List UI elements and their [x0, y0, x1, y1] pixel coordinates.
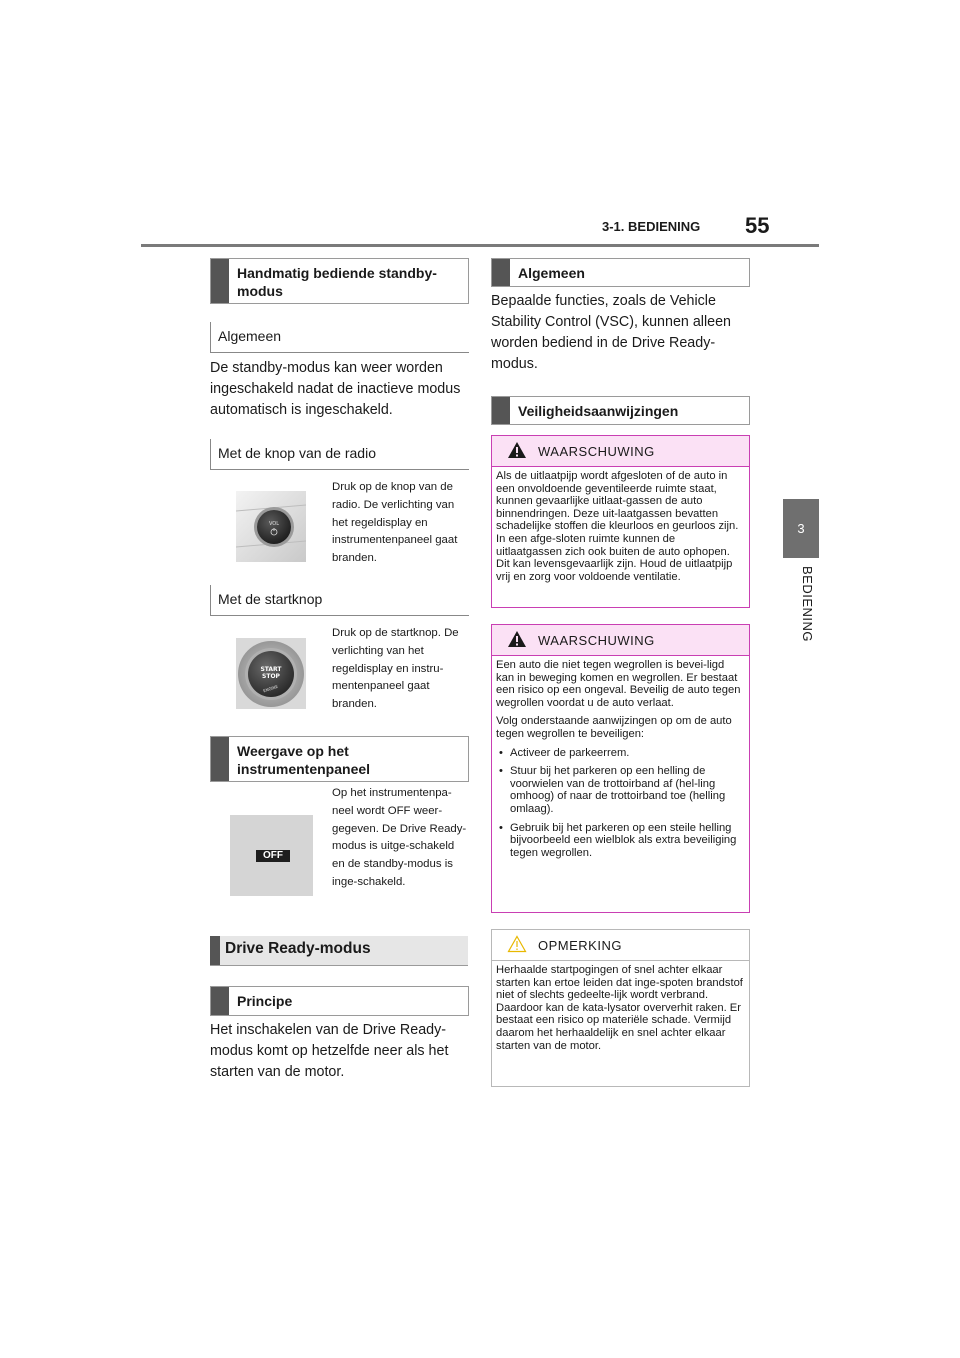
heading-veiligheid	[491, 396, 750, 425]
start-button-image	[236, 638, 306, 709]
off-caption: Op het instrumentenpa-neel wordt OFF weer-gegeven. De Drive Ready-modus is uitge-schakeld en de standby-modus is inge-schakeld.	[332, 787, 467, 888]
subheading-startknop	[210, 585, 469, 616]
heading-standby-mode	[210, 258, 469, 304]
warning-paragraph: Volg onderstaande aanwijzingen op om de auto tegen wegrollen te beveiligen:	[496, 715, 732, 740]
list-item: • Stuur bij het parkeren op een helling de voorwielen van de trottoirband af (hel-ling omhoog) of naar de trottoirband toe (helling omlaag).	[499, 765, 726, 815]
subheading-algemeen	[210, 322, 469, 353]
warning-title: WAARSCHUWING	[538, 444, 655, 459]
warning-paragraph: Een auto die niet tegen wegrollen is bevei-ligd kan in beweging komen en wegrollen. Er bestaat een risico op een ongeval. Beveilig de auto tegen wegrollen voordat u de auto verlaat.	[496, 659, 741, 709]
subheading-radio	[210, 439, 469, 470]
note-box	[491, 929, 750, 1087]
warning-title: WAARSCHUWING	[538, 633, 655, 648]
heading-drive-ready	[210, 936, 468, 966]
list-item: • Activeer de parkeerrem.	[499, 746, 630, 759]
warning-box-rolling	[491, 624, 750, 913]
start-label: START	[260, 666, 282, 673]
paragraph-standby: De standby-modus kan weer worden ingeschakeld nadat de inactieve modus automatisch is ingeschakeld.	[210, 360, 461, 418]
warning-box-exhaust	[491, 435, 750, 608]
start-caption: Druk op de startknop. De verlichting van het regeldisplay en instru-mentenpaneel gaat branden.	[332, 627, 459, 711]
heading-principe	[210, 986, 469, 1016]
heading-text: Algemeen	[518, 265, 585, 281]
radio-knob-image	[236, 491, 306, 562]
instrument-display-image	[230, 815, 313, 896]
heading-algemeen	[491, 258, 750, 287]
paragraph-algemeen: Bepaalde functies, zoals de Vehicle Stability Control (VSC), kunnen alleen worden bediend in de Drive Ready-modus.	[491, 293, 731, 372]
paragraph-principe: Het inschakelen van de Drive Ready-modus komt op hetzelfde neer als het starten van de motor.	[210, 1022, 449, 1080]
heading-text: Weergave op het instrumentenpaneel	[237, 743, 371, 777]
subheading-text: Met de knop van de radio	[218, 445, 376, 461]
subheading-text: Algemeen	[218, 328, 282, 344]
heading-weergave	[210, 736, 469, 782]
page-number: 55	[745, 213, 770, 238]
heading-text: Principe	[237, 993, 293, 1009]
warning-triangle-icon	[507, 630, 527, 648]
note-triangle-icon	[507, 935, 527, 953]
list-item-text: Stuur bij het parkeren op een helling de voorwielen van de trottoirband af (hel-ling omhoog) of naar de trottoirband toe (helling omlaag).	[510, 765, 726, 815]
chapter-tab: 3	[783, 499, 819, 558]
chapter-label: BEDIENING	[800, 566, 815, 643]
list-item-text: Activeer de parkeerrem.	[510, 746, 630, 759]
radio-caption: Druk op de knop van de radio. De verlichting van het regeldisplay en instrumentenpaneel gaat branden.	[332, 481, 458, 565]
engine-label: ENGINE	[262, 683, 279, 694]
note-text: Herhaalde startpogingen of snel achter elkaar starten kan ertoe leiden dat inge-spoten brandstof niet of slechts gedeelte-lijk wordt verbrand. Daardoor kan de kata-lysator oververhit raken. Er bestaat een risico op materiële schade. Vermijd daarom het herhaaldelijk en snel achter elkaar starten van de motor.	[496, 964, 743, 1052]
warning-text: Als de uitlaatpijp wordt afgesloten of de auto in een onvoldoende geventileerde ruimte staat, kunnen gevaarlijke uitlaat-gassen de auto binnendringen. Deze uit-laatgassen bevatten schadelijke stoffen die kleurloos en geurloos zijn. In een afge-sloten ruimte kunnen de uitlaatgassen zich ook buiten de auto ophopen. Dit kan levensgevaarlijk zijn. Houd de uitlaatpijp vrij en zorg voor voldoende ventilatie.	[496, 470, 739, 583]
warning-triangle-icon	[507, 441, 527, 459]
heading-text: Veiligheidsaanwijzingen	[518, 403, 679, 419]
header-divider	[141, 244, 819, 247]
heading-text: Drive Ready-modus	[225, 940, 371, 957]
list-item-text: Gebruik bij het parkeren op een steile helling bijvoorbeeld een wielblok als extra beveiliging tegen wegrollen.	[510, 821, 737, 859]
off-indicator: OFF	[256, 850, 290, 862]
radio-knob-label: VOL	[268, 521, 280, 527]
warning-body	[496, 659, 743, 865]
stop-label: STOP	[262, 673, 280, 680]
note-title: OPMERKING	[538, 938, 622, 953]
section-title: 3-1. BEDIENING	[602, 219, 701, 234]
subheading-text: Met de startknop	[218, 591, 323, 607]
list-item: • Gebruik bij het parkeren op een steile helling bijvoorbeeld een wielblok als extra beveiliging tegen wegrollen.	[499, 821, 737, 859]
heading-text: Handmatig bediende standby-modus	[237, 265, 437, 299]
